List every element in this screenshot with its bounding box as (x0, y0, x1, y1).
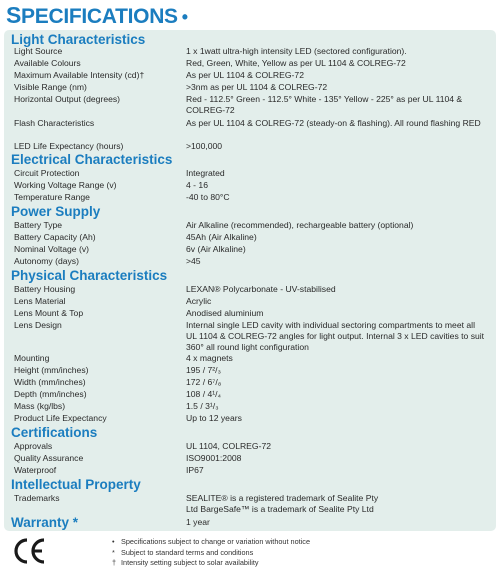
row-label: Visible Range (nm) (14, 82, 87, 92)
row-label: Mass (kg/lbs) (14, 401, 66, 411)
row-label: Waterproof (14, 465, 57, 475)
row-label: Maximum Available Intensity (cd)† (14, 70, 145, 80)
row-value: Integrated (186, 168, 225, 178)
row-value: Acrylic (186, 296, 212, 306)
row-label: Product Life Expectancy (14, 413, 107, 423)
ce-mark-icon (12, 537, 46, 565)
row-label: Quality Assurance (14, 453, 84, 463)
footnote-mark: • (112, 537, 115, 546)
section-heading-certifications: Certifications (11, 425, 98, 440)
row-value: As per UL 1104 & COLREG-72 (186, 70, 304, 80)
row-label: Approvals (14, 441, 53, 451)
row-label: Battery Type (14, 220, 63, 230)
row-value: 6v (Air Alkaline) (186, 244, 246, 254)
row-value: 4 x magnets (186, 353, 233, 363)
row-label: Lens Design (14, 320, 62, 330)
row-label: Temperature Range (14, 192, 90, 202)
row-label: Height (mm/inches) (14, 365, 89, 375)
row-value: LEXAN® Polycarbonate - UV-stabilised (186, 284, 336, 294)
row-label: LED Life Expectancy (hours) (14, 141, 124, 151)
row-label: Horizontal Output (degrees) (14, 94, 121, 104)
section-heading-physical-characteristics: Physical Characteristics (11, 268, 168, 283)
row-value: 195 / 7²/₃ (186, 365, 222, 375)
row-label: Mounting (14, 353, 50, 363)
row-label: Available Colours (14, 58, 81, 68)
row-value: Red, Green, White, Yellow as per UL 1104 & COLREG-72 (186, 58, 406, 68)
row-value: SEALITE® is a registered trademark of Sealite Pty Ltd BargeSafe™ is a trademark of Sealite Pty Ltd (186, 493, 379, 514)
row-label: Working Voltage Range (v) (14, 180, 117, 190)
row-value: Air Alkaline (recommended), rechargeable battery (optional) (186, 220, 414, 230)
page-title (6, 2, 188, 29)
footnote-text: Specifications subject to change or variation without notice (121, 537, 311, 546)
row-value: Up to 12 years (186, 413, 242, 423)
row-label: Battery Housing (14, 284, 76, 294)
row-value: Red - 112.5° Green - 112.5° White - 135° Yellow - 225° as per UL 1104 & COLREG-72 (186, 94, 463, 115)
row-value: 1 year (186, 517, 210, 527)
specifications-panel (4, 30, 496, 531)
footnote-mark: * (112, 547, 115, 557)
row-value: As per UL 1104 & COLREG-72 (steady-on & flashing). All round flashing RED (186, 118, 481, 128)
footnote-mark: † (112, 558, 117, 567)
row-value: Anodised aluminium (186, 308, 264, 318)
row-value: Internal single LED cavity with individual sectoring compartments to meet all UL 1104 & COLREG-72 angles for light output. Internal 3 x LED cavities to suit 360° all round light configuration (186, 320, 485, 352)
row-value: >45 (186, 256, 201, 266)
row-label: Flash Characteristics (14, 118, 95, 128)
footnote (112, 558, 310, 569)
row-value: IP67 (186, 465, 204, 475)
row-label: Autonomy (days) (14, 256, 79, 266)
row-value: >100,000 (186, 141, 223, 151)
row-label: Lens Mount & Top (14, 308, 84, 318)
page-title-rest: PECIFICATIONS (21, 5, 178, 28)
row-value: -40 to 80°C (186, 192, 230, 202)
footnote-text: Subject to standard terms and conditions (121, 547, 254, 557)
row-label: Nominal Voltage (v) (14, 244, 89, 254)
row-value: >3nm as per UL 1104 & COLREG-72 (186, 82, 328, 92)
footnote-text: Intensity setting subject to solar availability (121, 558, 259, 567)
section-heading-warranty: Warranty * (11, 515, 79, 530)
row-label: Circuit Protection (14, 168, 80, 178)
row-value: 1.5 / 3¹/₃ (186, 401, 219, 411)
row-label: Depth (mm/inches) (14, 389, 87, 399)
row-label: Width (mm/inches) (14, 377, 86, 387)
section-heading-intellectual-property: Intellectual Property (11, 477, 141, 492)
page-title-dot: • (181, 7, 188, 27)
row-value: 172 / 6⁷/₈ (186, 377, 222, 387)
row-value: UL 1104, COLREG-72 (186, 441, 272, 451)
section-heading-power-supply: Power Supply (11, 204, 101, 219)
footnote (112, 537, 310, 548)
row-label: Battery Capacity (Ah) (14, 232, 96, 242)
row-value: 1 x 1watt ultra-high intensity LED (sectored configuration). (186, 46, 407, 56)
row-label: Trademarks (14, 493, 60, 503)
row-label: Lens Material (14, 296, 66, 306)
row-value: 4 - 16 (186, 180, 208, 190)
footnotes (112, 537, 310, 569)
section-heading-light-characteristics: Light Characteristics (11, 32, 146, 47)
page-title-first-letter: S (6, 2, 22, 28)
section-heading-electrical-characteristics: Electrical Characteristics (11, 152, 173, 167)
row-value: 45Ah (Air Alkaline) (186, 232, 257, 242)
row-label: Light Source (14, 46, 63, 56)
footnote (112, 548, 310, 559)
row-value: ISO9001:2008 (186, 453, 242, 463)
row-value: 108 / 4¹/₄ (186, 389, 222, 399)
